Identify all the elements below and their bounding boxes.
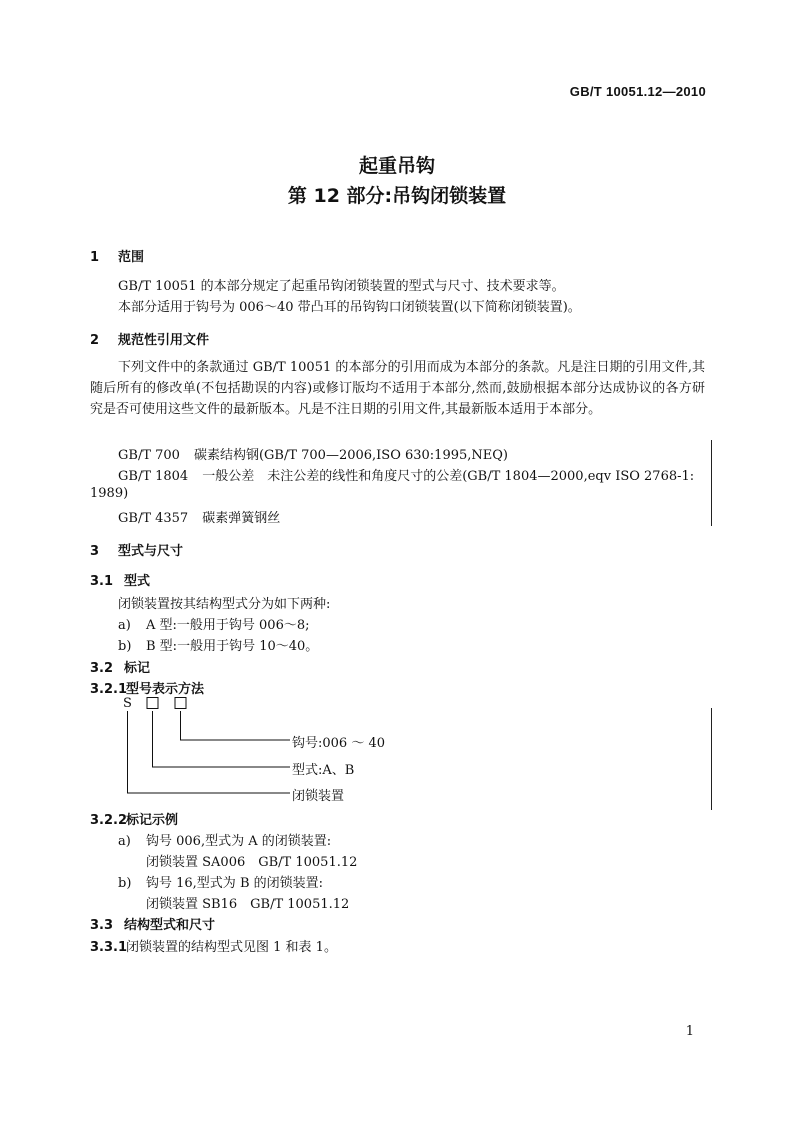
subsection-3-2-heading bbox=[90, 657, 150, 676]
change-bar bbox=[711, 708, 712, 810]
page-number: 1 bbox=[685, 1024, 694, 1039]
marking-example: 闭锁装置 SB16 GB/T 10051.12 bbox=[146, 897, 350, 912]
leader-hook bbox=[181, 711, 291, 740]
list-text: A 型:一般用于钩号 006～8; bbox=[146, 618, 310, 633]
designation-diagram bbox=[118, 694, 418, 804]
section-number: 3.2.2 bbox=[90, 813, 128, 828]
standard-number: GB/T 10051.12—2010 bbox=[569, 84, 706, 99]
subsection-3-2-2-heading bbox=[90, 809, 178, 828]
designation-prefix: S bbox=[123, 696, 132, 711]
list-item bbox=[118, 830, 331, 849]
reference-title: 碳素弹簧钢丝 bbox=[202, 511, 281, 526]
list-text: 钩号 006,型式为 A 的闭锁装置: bbox=[146, 834, 332, 849]
paragraph: GB/T 10051 的本部分规定了起重吊钩闭锁装置的型式与尺寸、技术要求等。 bbox=[118, 279, 565, 294]
reference-code: GB/T 1804 bbox=[118, 469, 189, 484]
section-number: 3.2 bbox=[90, 661, 114, 676]
subsection-3-1-heading bbox=[90, 570, 150, 589]
list-text: 钩号 16,型式为 B 的闭锁装置: bbox=[146, 876, 324, 891]
list-tag: a) bbox=[118, 834, 131, 849]
section-2-heading bbox=[90, 329, 209, 348]
list-item bbox=[118, 872, 323, 891]
list-item bbox=[118, 635, 318, 654]
paragraph: 闭锁装置按其结构型式分为如下两种: bbox=[118, 597, 331, 612]
section-title: 型号表示方法 bbox=[126, 682, 205, 697]
reference-item bbox=[118, 465, 694, 484]
section-title: 型式 bbox=[124, 574, 151, 589]
label-type: 型式:A、B bbox=[292, 763, 355, 778]
marking-example: 闭锁装置 SA006 GB/T 10051.12 bbox=[146, 855, 358, 870]
leader-type bbox=[153, 711, 291, 767]
label-device: 闭锁装置 bbox=[292, 789, 345, 804]
leader-device bbox=[128, 711, 291, 793]
document-subtitle: 第 12 部分:吊钩闭锁装置 bbox=[287, 185, 507, 207]
reference-code: GB/T 700 bbox=[118, 448, 180, 463]
section-title: 规范性引用文件 bbox=[118, 333, 210, 348]
section-title: 型式与尺寸 bbox=[118, 544, 184, 559]
paragraph: 闭锁装置的结构型式见图 1 和表 1。 bbox=[126, 940, 337, 955]
section-title: 范围 bbox=[118, 250, 145, 265]
subsection-3-3-heading bbox=[90, 914, 215, 933]
label-hook-number: 钩号:006 ～ 40 bbox=[292, 736, 385, 751]
document-title: 起重吊钩 bbox=[358, 155, 435, 177]
section-3-heading bbox=[90, 540, 183, 559]
box-type-slot bbox=[147, 698, 158, 709]
section-number: 3.3.1 bbox=[90, 940, 128, 955]
list-tag: b) bbox=[118, 876, 132, 891]
list-tag: b) bbox=[118, 639, 132, 654]
reference-item bbox=[118, 444, 508, 463]
reference-title: 碳素结构钢(GB/T 700—2006,ISO 630:1995,NEQ) bbox=[193, 448, 508, 463]
list-item bbox=[118, 614, 310, 633]
section-number: 3.3 bbox=[90, 918, 114, 933]
section-number: 3 bbox=[90, 544, 100, 559]
box-hook-slot bbox=[175, 698, 186, 709]
reference-title: 一般公差 未注公差的线性和角度尺寸的公差(GB/T 1804—2000,eqv ISO 2768-1: bbox=[202, 469, 695, 484]
paragraph: 本部分适用于钩号为 006～40 带凸耳的吊钩钩口闭锁装置(以下简称闭锁装置)。 bbox=[118, 300, 581, 315]
section-number: 2 bbox=[90, 333, 100, 348]
change-bar bbox=[711, 440, 712, 526]
section-title: 标记 bbox=[124, 661, 151, 676]
section-number: 3.2.1 bbox=[90, 682, 128, 697]
reference-item bbox=[118, 507, 280, 526]
subsection-3-3-1 bbox=[90, 936, 337, 955]
section-title: 标记示例 bbox=[126, 813, 179, 828]
reference-code: GB/T 4357 bbox=[118, 511, 189, 526]
normative-references-paragraph: 下列文件中的条款通过 GB/T 10051 的本部分的引用而成为本部分的条款。凡是注日期的引用文件,其随后所有的修改单(不包括勘误的内容)或修订版均不适用于本部分,然而,鼓励根据本部分达成协议的各方研究是否可使用这些文件的最新版本。凡是不注日期的引用文件,其最新版本适用于本部分。 bbox=[90, 360, 705, 417]
reference-continuation: 1989) bbox=[90, 486, 129, 501]
section-1-heading bbox=[90, 246, 144, 265]
list-tag: a) bbox=[118, 618, 131, 633]
section-title: 结构型式和尺寸 bbox=[124, 918, 216, 933]
list-text: B 型:一般用于钩号 10～40。 bbox=[146, 639, 319, 654]
section-number: 1 bbox=[90, 250, 100, 265]
section-number: 3.1 bbox=[90, 574, 114, 589]
